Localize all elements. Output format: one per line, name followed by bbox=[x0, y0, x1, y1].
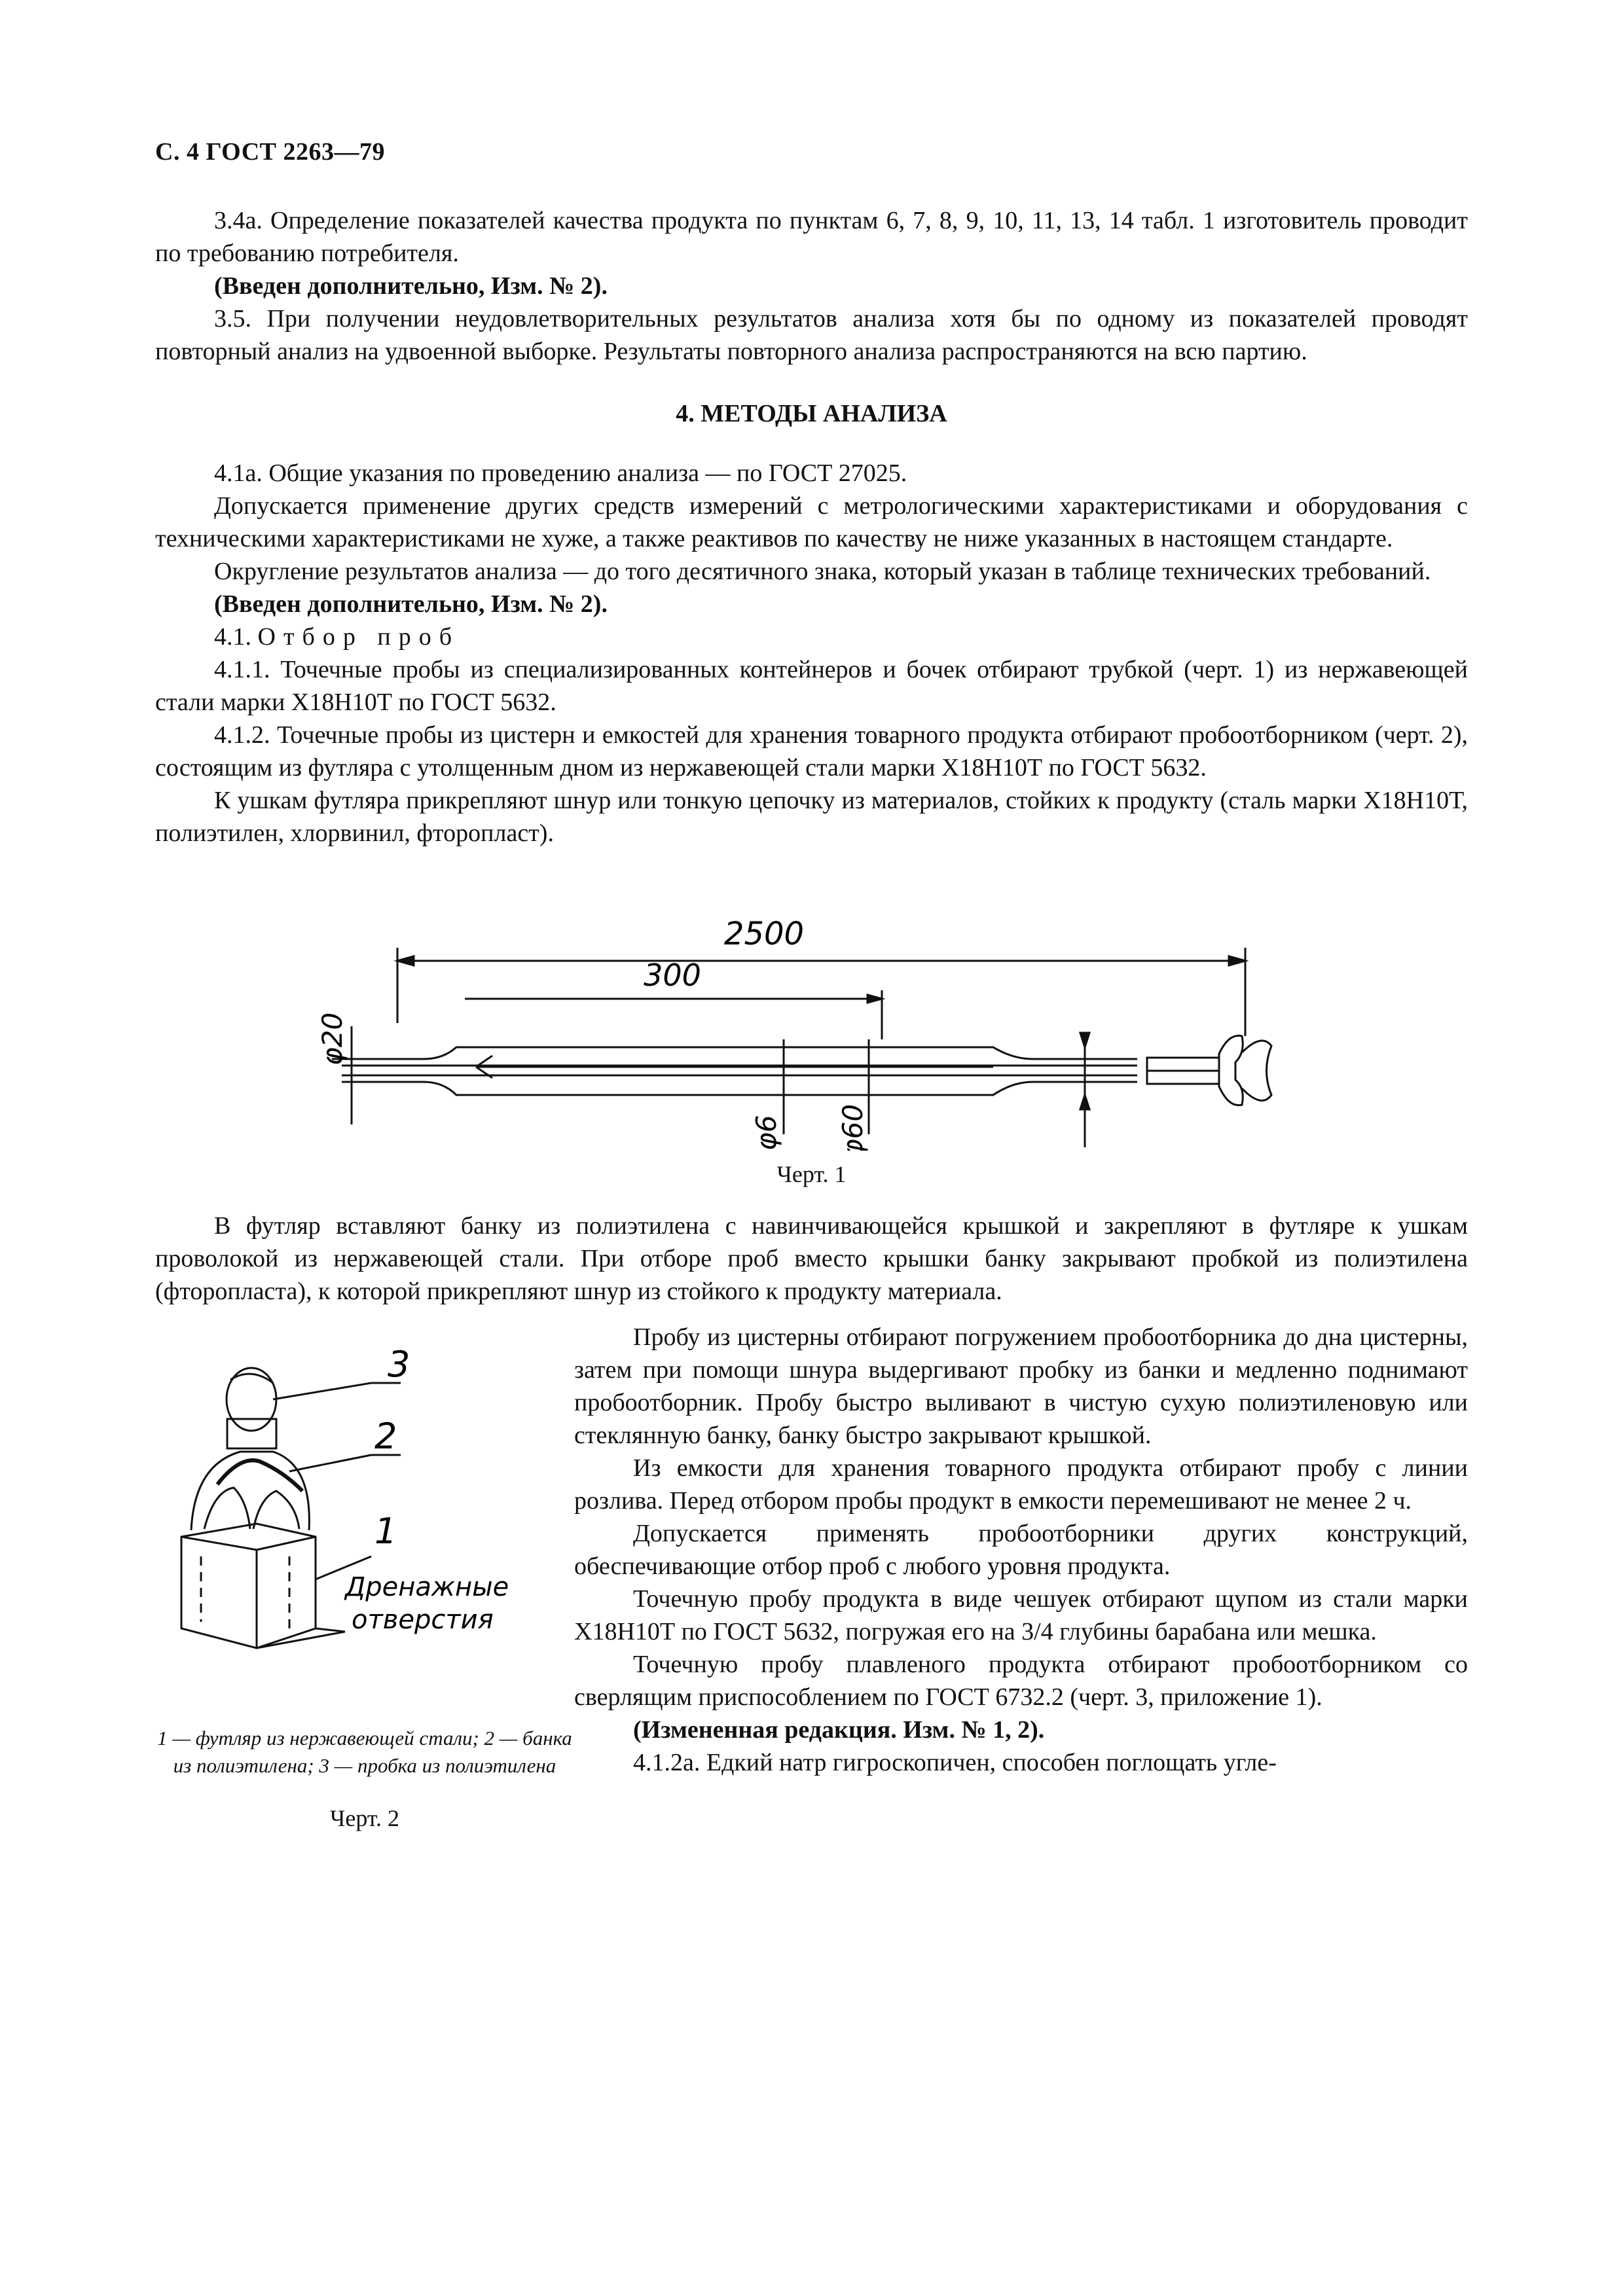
paragraph-4-1-2a: 4.1.2а. Едкий натр гигроскопичен, способен поглощать угле- bbox=[633, 1749, 1277, 1776]
paragraph-rounding: Округление результатов анализа — до того десятичного знака, который указан в таблице технических требований. bbox=[214, 558, 1431, 585]
amendment-note: (Введен дополнительно, Изм. № 2). bbox=[214, 590, 608, 618]
paragraph-tank: Пробу из цистерны отбирают погружением пробоотборника до дна цистерны, затем при помощи шнура выдергивают пробку из банки и медленно поднимают пробоотборник. Пробу быстро выливают в чистую сухую полиэтиленовую или стеклянную банку, банку быстро закрывают крышкой. bbox=[574, 1323, 1468, 1449]
sampler-drawing bbox=[155, 1321, 574, 1713]
drain-label-line1: Дренажные bbox=[345, 1572, 509, 1602]
dimension-phi60: φ60 bbox=[837, 1103, 869, 1151]
dimension-300: 300 bbox=[644, 958, 701, 993]
right-column bbox=[574, 1321, 1468, 1832]
paragraph-case: В футляр вставляют банку из полиэтилена с навинчивающейся крышкой и закрепляют в футляре к ушкам проволокой из нержавеющей стали. При отборе проб вместо крышки банку закрывают пробкой из полиэтилена (фторопласта), к которой прикрепляют шнур из стойкого к продукту материала. bbox=[155, 1212, 1468, 1305]
paragraph-allowed: Допускается применение других средств измерений с метрологическими характеристиками и оборудования с техническими характеристиками не хуже, а также реактивов по качеству не ниже указанных в настоящем стандарте. bbox=[155, 492, 1468, 552]
paragraph-4-1-1: 4.1.1. Точечные пробы из специализированных контейнеров и бочек отбирают трубкой (черт. 1) из нержавеющей стали марки Х18Н10Т по ГОСТ 5632. bbox=[155, 656, 1468, 716]
document-page bbox=[155, 137, 1468, 1832]
paragraph-4-1-2: 4.1.2. Точечные пробы из цистерн и емкостей для хранения товарного продукта отбирают пробоотборником (черт. 2), состоящим из футляра с утолщенным дном из нержавеющей стали марки Х18Н10Т по ГОСТ 5632. bbox=[155, 721, 1468, 781]
drain-label-line2: отверстия bbox=[352, 1605, 494, 1635]
figure-2 bbox=[155, 1321, 574, 1832]
two-column-block bbox=[155, 1321, 1468, 1832]
figure-1-caption: Черт. 1 bbox=[776, 1161, 847, 1187]
dimension-phi6: φ6 bbox=[750, 1115, 782, 1151]
figure-2-caption: Черт. 2 bbox=[330, 1805, 399, 1831]
label-3: 3 bbox=[388, 1344, 410, 1385]
paragraph-flakes: Точечную пробу продукта в виде чешуек отбирают щупом из стали марки Х18Н10Т по ГОСТ 5632, погружая его на 3/4 глубины барабана или мешка. bbox=[574, 1585, 1468, 1645]
section-title: 4. МЕТОДЫ АНАЛИЗА bbox=[676, 400, 947, 427]
label-2: 2 bbox=[374, 1416, 397, 1457]
sampling-tube-drawing bbox=[155, 876, 1468, 1151]
figure-2-legend: 1 — футляр из нержавеющей стали; 2 — банка из полиэтилена; 3 — пробка из полиэтилена bbox=[157, 1727, 572, 1777]
amendment-note: (Измененная редакция. Изм. № 1, 2). bbox=[633, 1716, 1045, 1744]
clause-title: Отбор проб bbox=[257, 623, 460, 651]
label-1: 1 bbox=[374, 1511, 397, 1552]
paragraph-4-1a: 4.1а. Общие указания по проведению анализа — по ГОСТ 27025. bbox=[214, 459, 907, 487]
paragraph-storage: Из емкости для хранения товарного продукта отбирают пробу с линии розлива. Перед отбором пробы продукт в емкости перемешивают не менее 2 ч. bbox=[574, 1454, 1468, 1515]
amendment-note: (Введен дополнительно, Изм. № 2). bbox=[214, 272, 608, 300]
paragraph-4-1 bbox=[155, 620, 1468, 653]
page-header: С. 4 ГОСТ 2263—79 bbox=[155, 138, 385, 166]
dimension-phi20: φ20 bbox=[316, 1012, 348, 1066]
paragraph-3-4a: 3.4а. Определение показателей качества продукта по пунктам 6, 7, 8, 9, 10, 11, 13, 14 табл. 1 изготовитель проводит по требованию потребителя. bbox=[155, 207, 1468, 267]
figure-1 bbox=[155, 876, 1468, 1187]
clause-number: 4.1. bbox=[214, 623, 251, 651]
paragraph-molten: Точечную пробу плавленого продукта отбирают пробоотборником со сверлящим приспособлением по ГОСТ 6732.2 (черт. 3, приложение 1). bbox=[574, 1651, 1468, 1711]
paragraph-other: Допускается применять пробоотборники других конструкций, обеспечивающие отбор проб с любого уровня продукта. bbox=[574, 1520, 1468, 1580]
dimension-2500: 2500 bbox=[723, 916, 805, 952]
paragraph-3-5: 3.5. При получении неудовлетворительных результатов анализа хотя бы по одному из показателей проводят повторный анализ на удвоенной выборке. Результаты повторного анализа распространяются на всю партию. bbox=[155, 305, 1468, 365]
paragraph-cord: К ушкам футляра прикрепляют шнур или тонкую цепочку из материалов, стойких к продукту (сталь марки Х18Н10Т, полиэтилен, хлорвинил, фторопласт). bbox=[155, 787, 1468, 847]
